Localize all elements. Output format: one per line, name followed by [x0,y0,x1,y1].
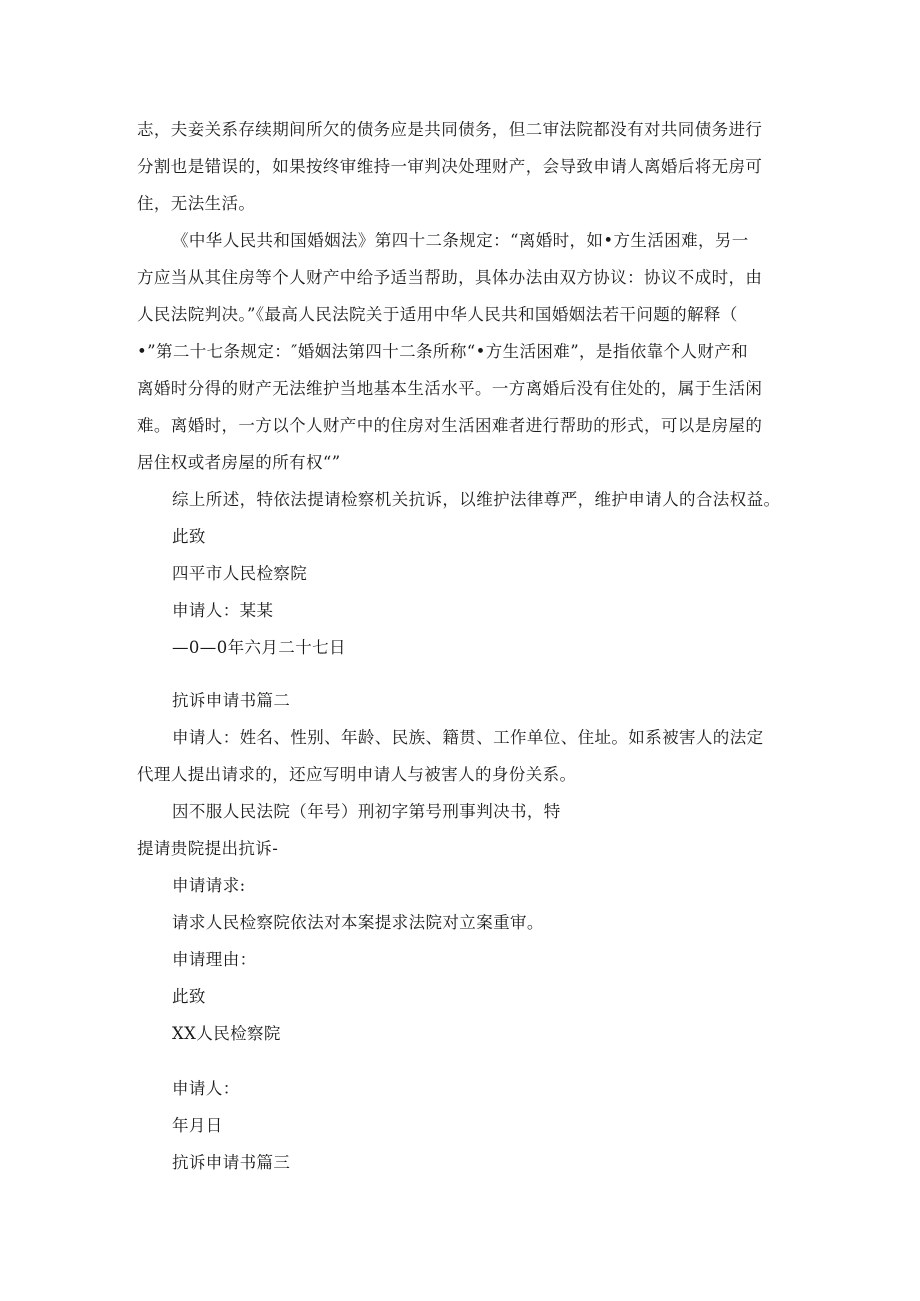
paragraph-line: •”第二十七条规定：″婚姻法第四十二条所称“•方生活困难”，是指依靠个人财产和 [137,342,749,361]
paragraph-line: 难。离婚时，一方以个人财产中的住房对生活困难者进行帮助的形式，可以是房屋的 [137,416,763,435]
recipient: XX人民检察院 [172,1024,281,1043]
paragraph-line: 分割也是错误的，如果按终审维持一审判决处理财产，会导致申请人离婚后将无房可 [137,157,763,176]
request-text: 请求人民检察院依法对本案提求法院对立案重审。 [172,913,544,932]
reason-heading: 申请理由： [172,950,257,969]
paragraph-line: 因不服人民法院（年号）刑初字第号刑事判决书，特 [172,802,561,821]
date-line: —0—0年六月二十七日 [172,638,346,657]
paragraph-line: 代理人提出请求的，还应写明申请人与被害人的身份关系。 [137,765,577,784]
paragraph-line: 居住权或者房屋的所有权“” [137,453,341,472]
paragraph-line: 申请人：姓名、性别、年龄、民族、籍贯、工作单位、住址。如系被害人的法定 [172,728,764,747]
paragraph-line: 离婚时分得的财产无法维护当地基本生活水平。一方离婚后没有住处的，属于生活闲 [137,379,763,398]
date-line: 年月日 [172,1116,223,1135]
paragraph-line: 志，夫妾关系存续期间所欠的债务应是共同债务，但二审法院都没有对共同债务进行 [137,120,763,139]
salutation: 此致 [172,987,206,1006]
salutation: 此致 [172,527,206,546]
applicant-signature: 申请人： [172,1079,240,1098]
applicant-signature: 申请人：某某 [172,601,274,620]
paragraph-line: 《中华人民共和国婚姻法》第四十二条规定：“离婚时，如•方生活困难，另一 [172,231,749,250]
paragraph-line: 提请贵院提出抗诉- [137,839,279,858]
paragraph-line: 方应当从其住房等个人财产中给予适当帮助，具体办法由双方协议：协议不成时，由 [137,268,763,287]
paragraph-line: 住，无法生活。 [137,194,256,213]
section-heading: 抗诉申请书篇二 [172,691,291,710]
request-heading: 申请请求: [172,876,246,895]
paragraph-line: 人民法院判决。”《最高人民法院关于适用中华人民共和国婚姻法若干问题的解释（ [137,305,738,324]
section-heading: 抗诉申请书篇三 [172,1153,291,1172]
recipient: 四平市人民检察院 [172,564,308,583]
conclusion-line: 综上所述，特依法提请检察机关抗诉，以维护法律尊严，维护申请人的合法权益。 [172,490,781,509]
